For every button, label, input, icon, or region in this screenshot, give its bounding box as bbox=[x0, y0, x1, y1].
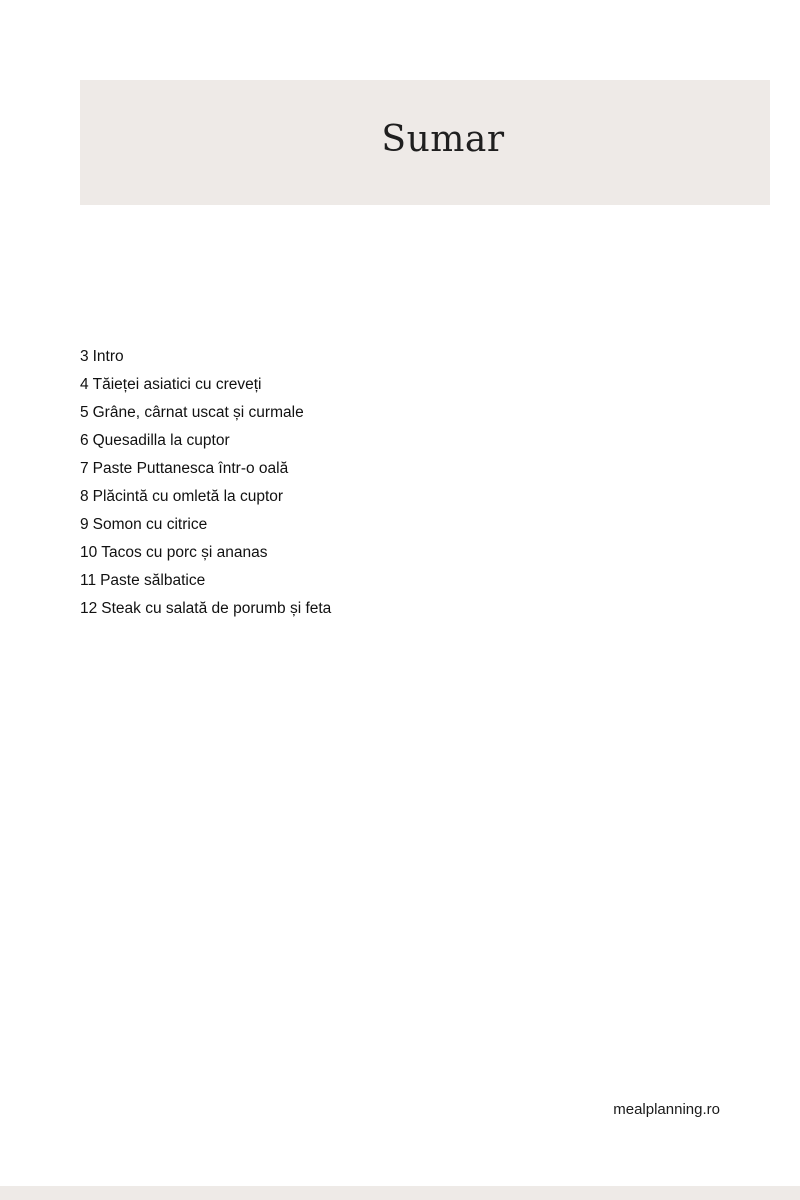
toc-label: Tacos cu porc și ananas bbox=[101, 544, 268, 561]
toc-item[interactable] bbox=[80, 457, 331, 485]
toc-page-number: 9 bbox=[80, 516, 89, 533]
toc-label: Tăieței asiatici cu creveți bbox=[92, 376, 262, 393]
title-band bbox=[80, 80, 770, 205]
toc-label: Grâne, cârnat uscat și curmale bbox=[92, 404, 304, 421]
toc-page-number: 12 bbox=[80, 600, 98, 617]
toc-item[interactable] bbox=[80, 541, 331, 569]
toc-item[interactable] bbox=[80, 513, 331, 541]
toc-page-number: 10 bbox=[80, 544, 98, 561]
toc-label: Quesadilla la cuptor bbox=[92, 432, 230, 449]
toc-item[interactable] bbox=[80, 569, 331, 597]
toc-page-number: 6 bbox=[80, 432, 89, 449]
toc-item[interactable] bbox=[80, 597, 331, 625]
toc-page-number: 4 bbox=[80, 376, 89, 393]
footer-site-link[interactable]: mealplanning.ro bbox=[613, 1101, 720, 1118]
bottom-strip bbox=[0, 1186, 800, 1200]
toc-label: Paste Puttanesca într-o oală bbox=[92, 460, 289, 477]
page-title: Sumar bbox=[381, 119, 505, 160]
toc-label: Paste sălbatice bbox=[100, 572, 206, 589]
toc-page-number: 3 bbox=[80, 348, 89, 365]
toc-item[interactable] bbox=[80, 485, 331, 513]
toc-page-number: 5 bbox=[80, 404, 89, 421]
toc-label: Somon cu citrice bbox=[92, 516, 208, 533]
toc-item[interactable] bbox=[80, 429, 331, 457]
toc-page-number: 8 bbox=[80, 488, 89, 505]
toc-label: Steak cu salată de porumb și feta bbox=[101, 600, 332, 617]
toc-label: Plăcintă cu omletă la cuptor bbox=[92, 488, 284, 505]
toc-page-number: 7 bbox=[80, 460, 89, 477]
toc-page-number: 11 bbox=[80, 572, 97, 589]
toc-item[interactable] bbox=[80, 345, 331, 373]
toc-item[interactable] bbox=[80, 373, 331, 401]
table-of-contents bbox=[80, 345, 331, 625]
toc-item[interactable] bbox=[80, 401, 331, 429]
toc-label: Intro bbox=[92, 348, 124, 365]
